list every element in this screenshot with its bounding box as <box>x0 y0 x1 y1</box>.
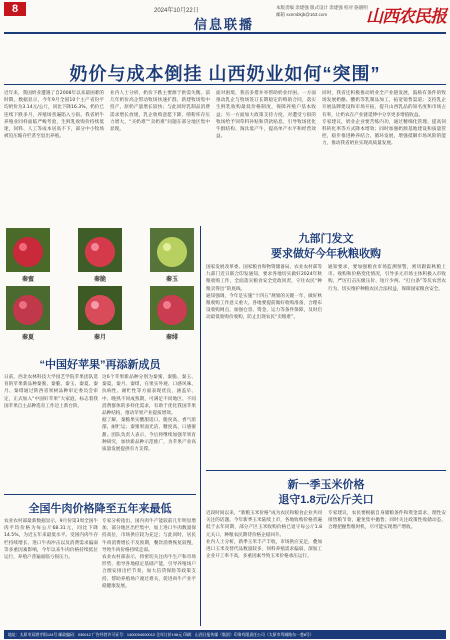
apple-caption: 秦蜜 <box>21 276 34 283</box>
corn-paragraph: 专家建议，农民要根据自身储粮条件和资金需求，理性安排售粮节奏，避免集中抛售；同时关注政策性收储动态，合理把握售粮时机，尽可能实现增产增收。 <box>328 511 446 531</box>
main-article-col-2 <box>110 90 210 222</box>
main-paragraph: 近年来，我国奶业遭遇了自2008年以来最困难的时期。数据显示，今年9月全国10个主产省份平均奶价为3.14元/公斤，同比下降16.3%，奶价已连续下跌多月，养殖场普遍陷入亏损。我省奶牛养殖业同样面临严峻考验，生鲜乳收购价持续低迷，饲料、人工等成本居高不下，部分中小牧场被迫压缩存栏甚至退出养殖。 <box>4 91 104 140</box>
grain-paragraph: 通知要求，要加强粮食市场监测预警，密切跟踪秋粮上市、收购和价格变化情况，引导多元市场主体积极入市收购，严厉打击压级压价、短斤少两、“打白条”等坑农害农行为，切实维护种粮农民合法权益，保障国家粮食安全。 <box>328 265 446 292</box>
apple-caption: 秦夏 <box>21 334 34 341</box>
apple-paragraph: 日前，西北农林科技大学园艺学院苹果团队选育的苹果新品种秦蜜、秦脆、秦玉、秦夏、秦月、秦绯通过陕西省果树品种审定委员会审定，正式加入“中国好苹果”大家庭，标志着我国苹果自主品种选育工作迈上新台阶。 <box>4 375 98 409</box>
grain-article-col-2 <box>328 264 446 466</box>
apple-caption: 秦脆 <box>93 276 106 283</box>
apple-article-col-1 <box>4 374 98 490</box>
grain-article-col-1 <box>206 264 322 466</box>
main-paragraph: 专家建议，奶业企业要苦练内功，通过精细化管理、提高饲料转化率等方式降本增效；同时加强奶源基地建设和质量管控，稳步推进种养结合、循环发展，增强抵御市场风险的能力，推动我省奶业实现高质量发展。 <box>322 119 446 147</box>
apple-photo <box>6 228 50 272</box>
main-paragraph: 同时，我省还积极推动奶业全产业链发展，鼓励有条件的牧场发展奶酪、酸奶等乳制品加工，拓宽销售渠道；支持乳企开展品牌建设和市场开拓，提升山西乳品的知名度和市场占有率，让奶农在产业链延伸中分享更多增值收益。 <box>322 91 446 118</box>
beef-article-col-1 <box>4 518 98 626</box>
header-rule <box>4 32 446 34</box>
main-paragraph: 面对困境，我省多措并举帮助奶业纾困。一方面推动乳企与牧场签订长期稳定的购销合同，落实生鲜乳收购最低价格制度，保障养殖户基本收益；另一方面加大政策支持力度，对遭受亏损的牧场给予饲草料补贴和贷款贴息，引导牧场优化牛群结构、淘汰低产牛，提高单产水平和经营效益。 <box>216 91 316 140</box>
page-header <box>4 2 446 32</box>
main-article-col-3 <box>216 90 316 222</box>
apple-caption: 秦月 <box>93 334 106 341</box>
apple-caption: 秦玉 <box>165 276 178 283</box>
main-article-col-1 <box>4 90 104 222</box>
apple-paragraph: 这6个苹果新品种分别为秦蜜、秦脆、秦玉、秦夏、秦月、秦绯，在果实外观、口感风味、抗病性、耐贮性等方面表现优良，涵盖早、中、晚熟不同成熟期，可满足不同地区、不同消费群体的多样化需求，有助于优化我国苹果品种结构，推动苹果产业提质增效。 <box>102 375 196 417</box>
main-article-col-4 <box>322 90 446 222</box>
beef-article-col-2 <box>102 518 196 626</box>
beef-article-title: 全国牛肉价格降至五年来最低 <box>28 503 172 515</box>
page-number: 8 <box>4 2 26 16</box>
apple-photo <box>78 228 122 272</box>
main-headline: 奶价与成本倒挂 山西奶业如何“突围” <box>69 64 381 84</box>
beef-paragraph: 农业农村部最新数据显示，9月份第3周全国牛肉平均价格为每公斤68.31元，同比下降14.5%，为近五年来最低水平。受国内肉牛存栏持续增长、进口牛肉冲击以及消费需求偏弱等多重因素影响，今年以来牛肉价格持续低位运行，养殖户普遍面临亏损压力。 <box>4 519 98 561</box>
column-divider <box>200 226 201 626</box>
grain-paragraph: 国家发展改革委、国家粮食和物资储备局、农业农村部等九部门近日联合印发通知，要求各地切实做好2024年秋粮收购工作，全面落实粮食安全党政同责，守住农民“种粮卖得出”的底线。 <box>206 265 322 292</box>
corn-article-subtitle: 退守1.8元/公斤关口 <box>278 494 374 506</box>
apple-photo <box>150 228 194 272</box>
corn-paragraph: 业内人士分析，新季玉米丰产丰收，市场供应充足，叠加进口玉米及替代品数量较多，饲料养殖需求偏弱，深加工企业开工率不高，多重因素导致玉米价格承压运行。 <box>206 539 322 560</box>
apple-caption: 秦绯 <box>165 334 178 341</box>
headline-rule <box>4 84 446 85</box>
section-rule <box>206 470 446 471</box>
apple-photo <box>150 286 194 330</box>
apple-photo <box>78 286 122 330</box>
editor-credits: 本版责编 余建强 版式设计 余建强 校对 骆晓明 邮箱 sxnmbkjb@163.com <box>276 5 368 17</box>
apple-article-title: “中国好苹果”再添新成员 <box>39 359 161 371</box>
apple-article-col-2 <box>102 374 196 490</box>
grain-article-subtitle: 要求做好今年秋粮收购 <box>271 248 381 260</box>
newspaper-logo: 山西农民报 <box>366 7 446 27</box>
apple-photo <box>6 286 50 330</box>
section-title: 信息联播 <box>194 17 255 32</box>
apple-photo-grid <box>4 226 196 340</box>
corn-article-col-2 <box>328 510 446 626</box>
grain-paragraph: 通知强调，今年是实施“十四五”规划的关键一年，做好秋粮收购工作意义重大。各地要提前做好收购准备，合理布设收购网点，加强仓容、资金、运力等条件保障，及时启动最低收购价收购，防止出现农民“卖粮难”。 <box>206 293 322 321</box>
main-paragraph: 业内人士分析，奶价下跌主要源于供需失衡。前几年奶价高企带动牧场快速扩群，新建牧场集中投产，原奶产量增长较快；与此同时乳制品消费需求增长放缓，乳企收购意愿下降，喷粉库存压力增大，“买奶难”“卖奶难”问题在部分地区集中显现。 <box>110 91 210 133</box>
apple-paragraph: 据了解，秦脆果实酸甜适口、脆度高、香气浓郁，耐贮运；秦蜜果面光洁、糖度高、口感蜜甜。团队负责人表示，今后将继续加强苹果育种研究，加快新品种示范推广，为苹果产业高质量发展提供有力支撑。 <box>102 418 196 453</box>
page-footer: 地址：太原市双塔寺街124号 邮政编码：030012 广告经营许可证号：1400004000012 全年订价198元 印刷：山西日报传媒（集团）印务有限责任公司（太原市坞城路东一巷8号） <box>4 630 446 639</box>
grain-article-title: 九部门发文 <box>298 233 354 245</box>
corn-article-col-1 <box>206 510 322 626</box>
beef-paragraph: 专家分析指出，国内肉牛产能较前几年明显增加，部分地区出栏集中，加上进口牛肉数量保持高位，市场供应较为充足；与此同时，居民牛肉消费增长不及预期，餐饮消费恢复较慢，导致牛肉价格持续走弱。 <box>102 519 196 553</box>
beef-paragraph: 农业农村部表示，将密切关注肉牛生产和市场形势，指导各地稳定基础产能，引导养殖场户合理安排出栏节奏，加大信贷保险等政策支持，帮助养殖场户渡过难关，促进肉牛产业平稳健康发展。 <box>102 555 196 589</box>
section-rule <box>4 494 196 495</box>
issue-date: 2024年10月22日 <box>154 8 199 14</box>
corn-article-title: 新一季玉米价格 <box>287 479 365 491</box>
corn-paragraph: 近段时间以来，“新粮玉米价格”成为农民和粮食企业共同关注的话题。今年新季玉米陆续上市，各地收购价格普遍低于去年同期，部分产区玉米收购价格已退守每公斤1.8元关口，种粮农民期待价格企稳回升。 <box>206 511 322 538</box>
